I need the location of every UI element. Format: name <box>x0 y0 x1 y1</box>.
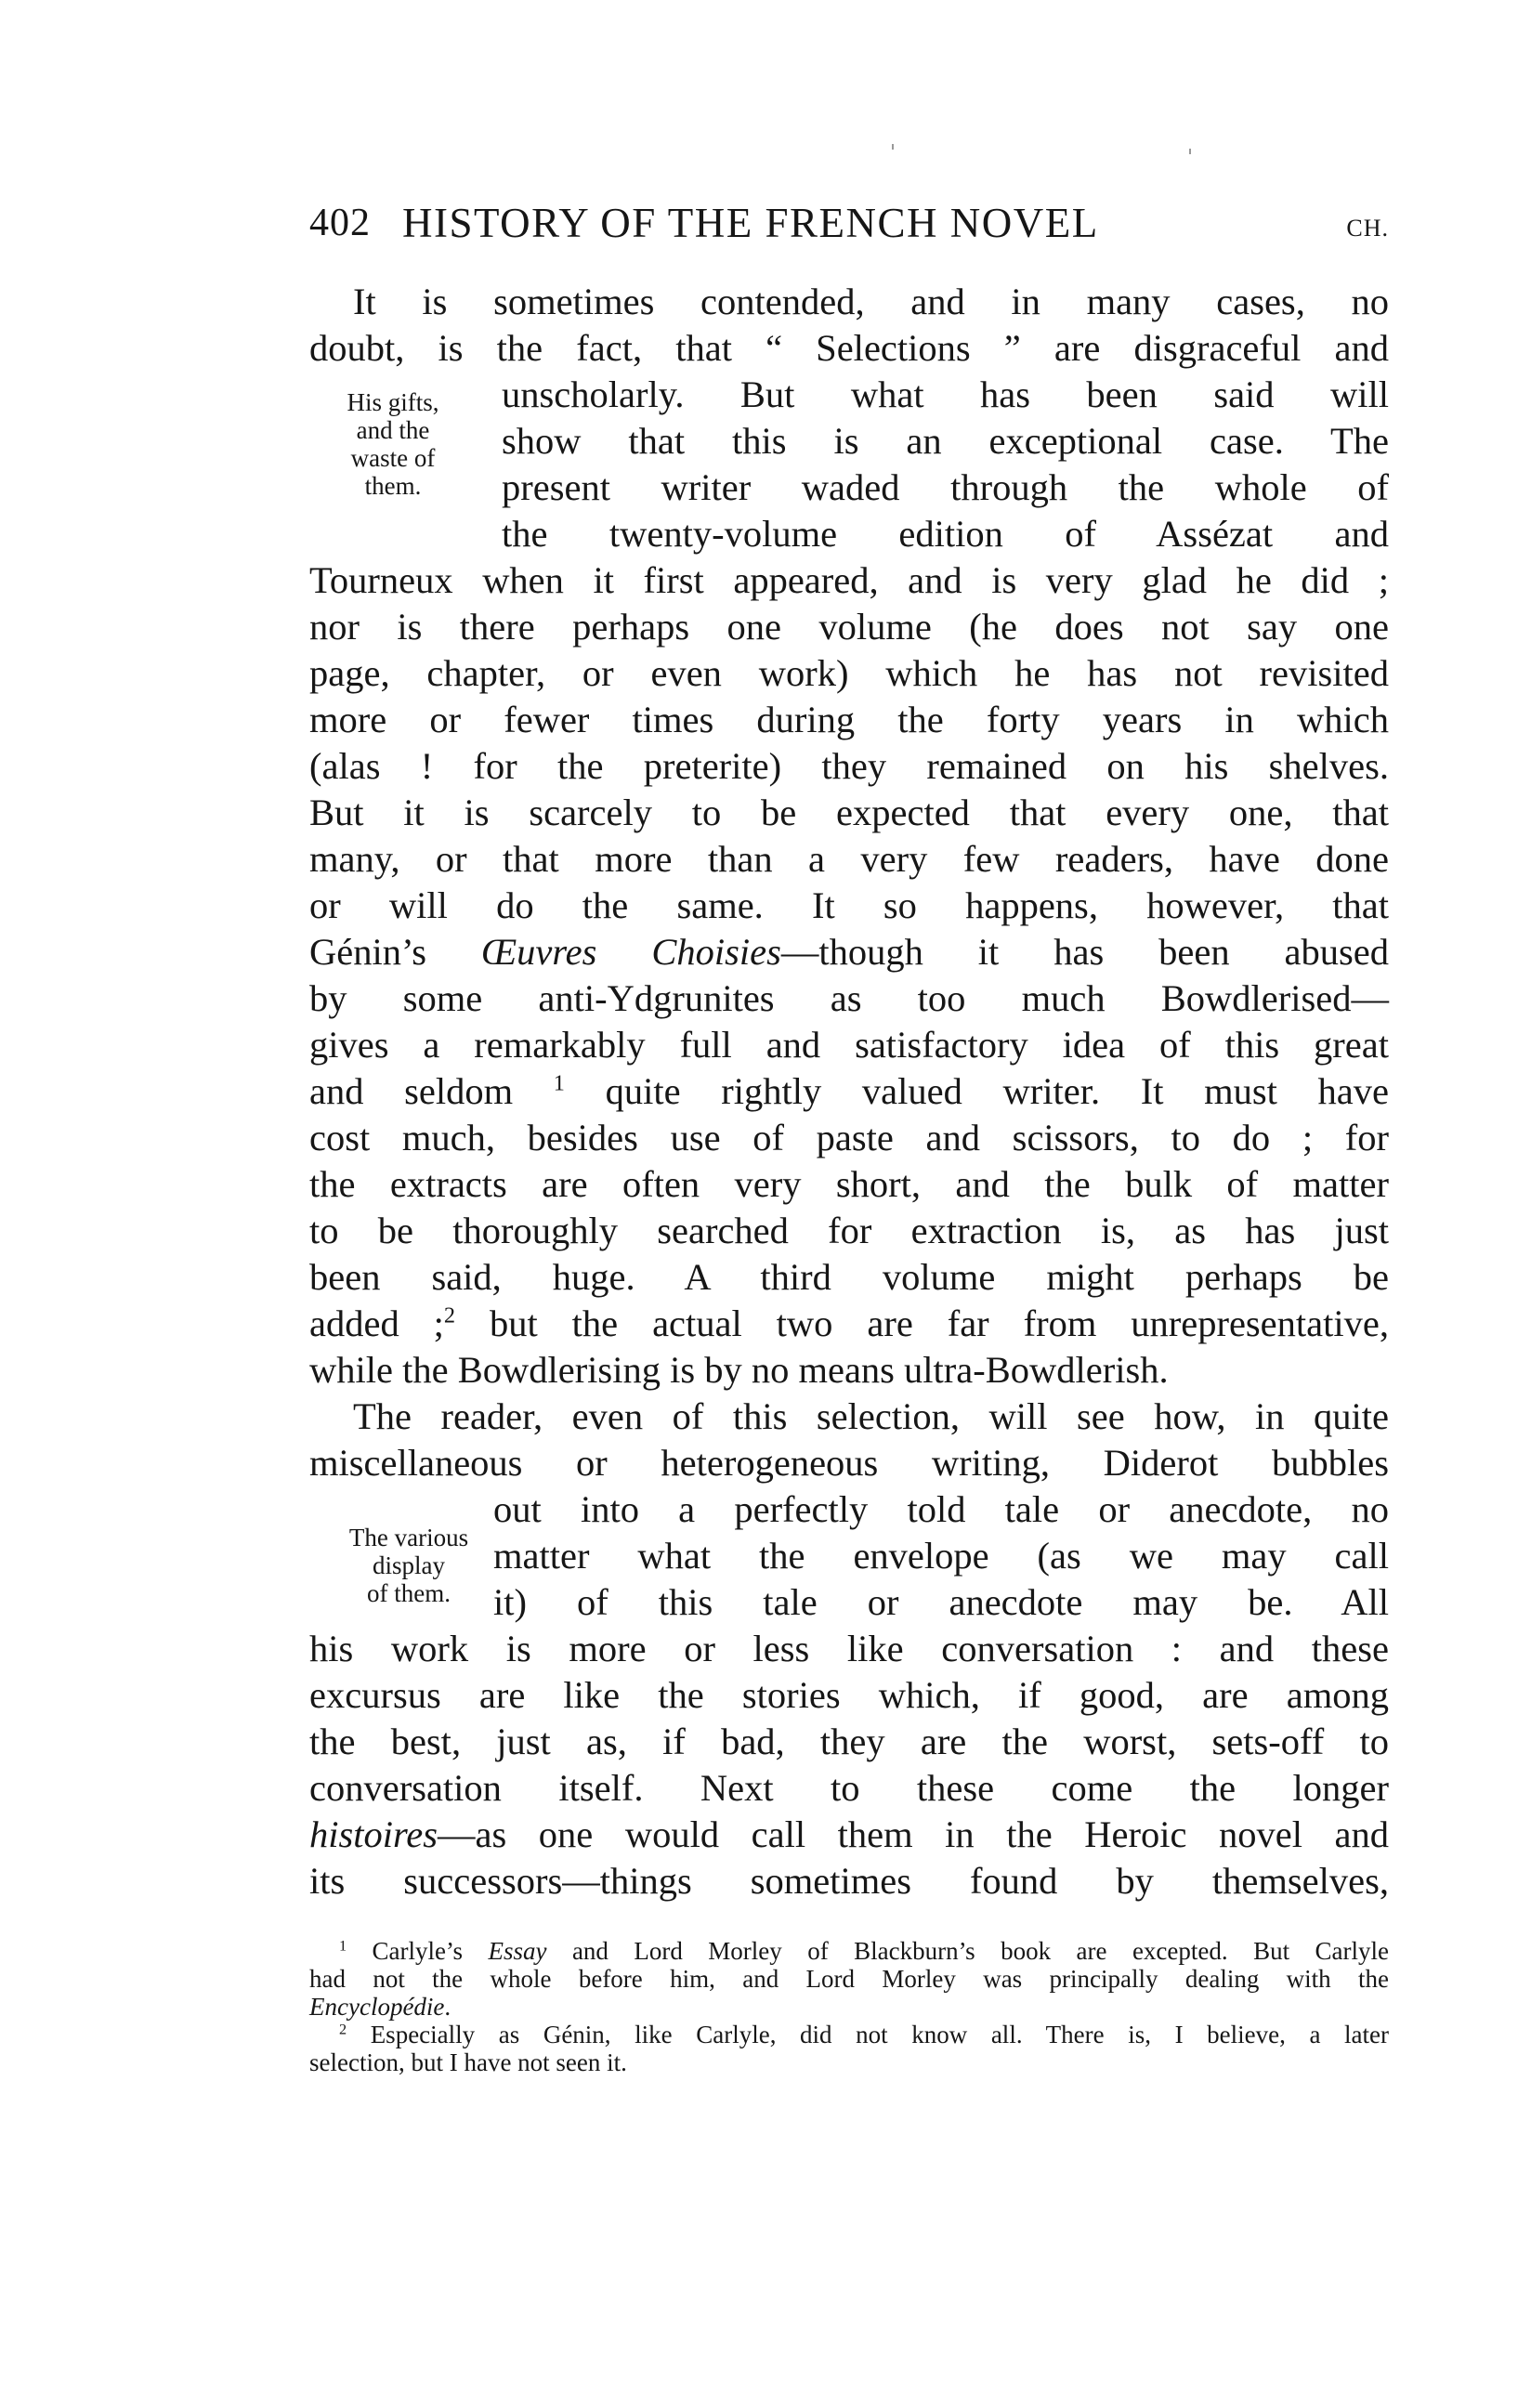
text-line: It is sometimes contended, and in many cases, no <box>353 281 1389 322</box>
text-line: more or fewer times during the forty years in which <box>309 699 1389 740</box>
text-line: gives a remarkably full and satisfactory idea of this great <box>309 1024 1389 1066</box>
text-line: Tourneux when it first appeared, and is very glad he did ; <box>309 559 1389 601</box>
text-span: but the actual two are far from unrepresentative, <box>489 1302 1389 1344</box>
text-line: while the Bowdlerising is by no means ultra-Bowdlerish. <box>309 1349 1169 1391</box>
text-span: Génin’s <box>309 931 426 973</box>
text-line: nor is there perhaps one volume (he does not say one <box>309 606 1389 648</box>
italic-word: histoires <box>309 1813 438 1855</box>
text-line: or will do the same. It so happens, however, that <box>309 884 1389 926</box>
text-line: it) of this tale or anecdote may be. All <box>493 1581 1389 1623</box>
sidenote-display <box>325 1524 492 1607</box>
text-line: matter what the envelope (as we may call <box>493 1535 1389 1577</box>
text-span: Especially as Génin, like Carlyle, did not know all. There is, I believe, a later <box>370 2021 1389 2048</box>
text-span: . <box>444 1993 451 2021</box>
text-line: excursus are like the stories which, if good, are among <box>309 1674 1389 1716</box>
sidenote-line: them. <box>364 472 422 500</box>
text-span: —though it has been abused <box>780 931 1389 973</box>
sidenote-line: waste of <box>350 444 436 472</box>
sidenote-line: and the <box>356 416 430 444</box>
text-line: show that this is an exceptional case. The <box>502 420 1389 462</box>
text-line: to be thoroughly searched for extraction is, as has just <box>309 1210 1389 1251</box>
text-line: cost much, besides use of paste and scissors, to do ; for <box>309 1117 1389 1158</box>
footnote-marker: 1 <box>339 1937 347 1955</box>
text-line: The reader, even of this selection, will see how, in quite <box>353 1395 1389 1437</box>
text-line: the twenty-volume edition of Assézat and <box>502 513 1389 555</box>
sidenote-line: The various <box>348 1524 469 1551</box>
text-line <box>309 1068 1389 1115</box>
text-line: been said, huge. A third volume might perhaps be <box>309 1256 1389 1298</box>
text-line: its successors—things sometimes found by themselves, <box>309 1860 1389 1902</box>
footnote-2-line <box>339 2021 1389 2048</box>
scan-speck <box>1189 149 1191 154</box>
text-line: conversation itself. Next to these come the longer <box>309 1767 1389 1809</box>
text-line: his work is more or less like conversation : and these <box>309 1628 1389 1669</box>
footnote-2-line: selection, but I have not seen it. <box>309 2048 627 2076</box>
text-span: —as one would call them in the Heroic novel and <box>438 1813 1389 1855</box>
text-line <box>309 929 1389 975</box>
running-header <box>309 197 1389 249</box>
italic-title: Essay <box>488 1937 547 1965</box>
text-line <box>309 1812 1389 1858</box>
text-span: Carlyle’s <box>372 1937 464 1965</box>
text-line: miscellaneous or heterogeneous writing, Diderot bubbles <box>309 1442 1389 1484</box>
footnote-ref-2[interactable]: 2 <box>443 1302 456 1328</box>
footnote-1-line <box>309 1993 1389 2021</box>
text-span: added ; <box>309 1302 444 1344</box>
text-line: present writer waded through the whole of <box>502 466 1389 508</box>
italic-title: Encyclopédie <box>309 1993 445 2021</box>
running-title: HISTORY OF THE FRENCH NOVEL <box>402 200 1099 246</box>
text-line: by some anti-Ydgrunites as too much Bowdlerised— <box>309 977 1389 1019</box>
text-line: the best, just as, if bad, they are the worst, sets-off to <box>309 1721 1389 1762</box>
scan-speck <box>892 144 894 150</box>
sidenote-gifts <box>323 388 463 500</box>
text-line: unscholarly. But what has been said will <box>502 373 1389 415</box>
footnote-ref-1[interactable]: 1 <box>553 1070 565 1096</box>
text-line: But it is scarcely to be expected that every one, that <box>309 792 1389 833</box>
italic-title: Œuvres Choisies <box>480 931 781 973</box>
text-line: many, or that more than a very few readers, have done <box>309 838 1389 880</box>
text-span: and Lord Morley of Blackburn’s book are excepted. But Carlyle <box>571 1937 1390 1965</box>
footnote-1-line <box>339 1937 1389 1965</box>
text-line <box>309 1301 1389 1347</box>
text-span: and seldom <box>309 1070 514 1112</box>
text-line: (alas ! for the preterite) they remained on his shelves. <box>309 745 1389 787</box>
page-number: 402 <box>309 202 371 244</box>
text-line: the extracts are often very short, and the bulk of matter <box>309 1163 1389 1205</box>
text-line: doubt, is the fact, that “ Selections ” are disgraceful and <box>309 327 1389 369</box>
text-line: out into a perfectly told tale or anecdote, no <box>493 1488 1389 1530</box>
footnote-marker: 2 <box>339 2021 347 2038</box>
footnote-1-line: had not the whole before him, and Lord Morley was principally dealing with the <box>309 1965 1389 1993</box>
sidenote-line: His gifts, <box>347 388 439 416</box>
text-span: quite rightly valued writer. It must have <box>605 1070 1389 1112</box>
chapter-mark: CH. <box>1346 215 1389 242</box>
sidenote-line: display <box>373 1551 445 1579</box>
text-line: page, chapter, or even work) which he has not revisited <box>309 652 1389 694</box>
sidenote-line: of them. <box>367 1579 451 1607</box>
